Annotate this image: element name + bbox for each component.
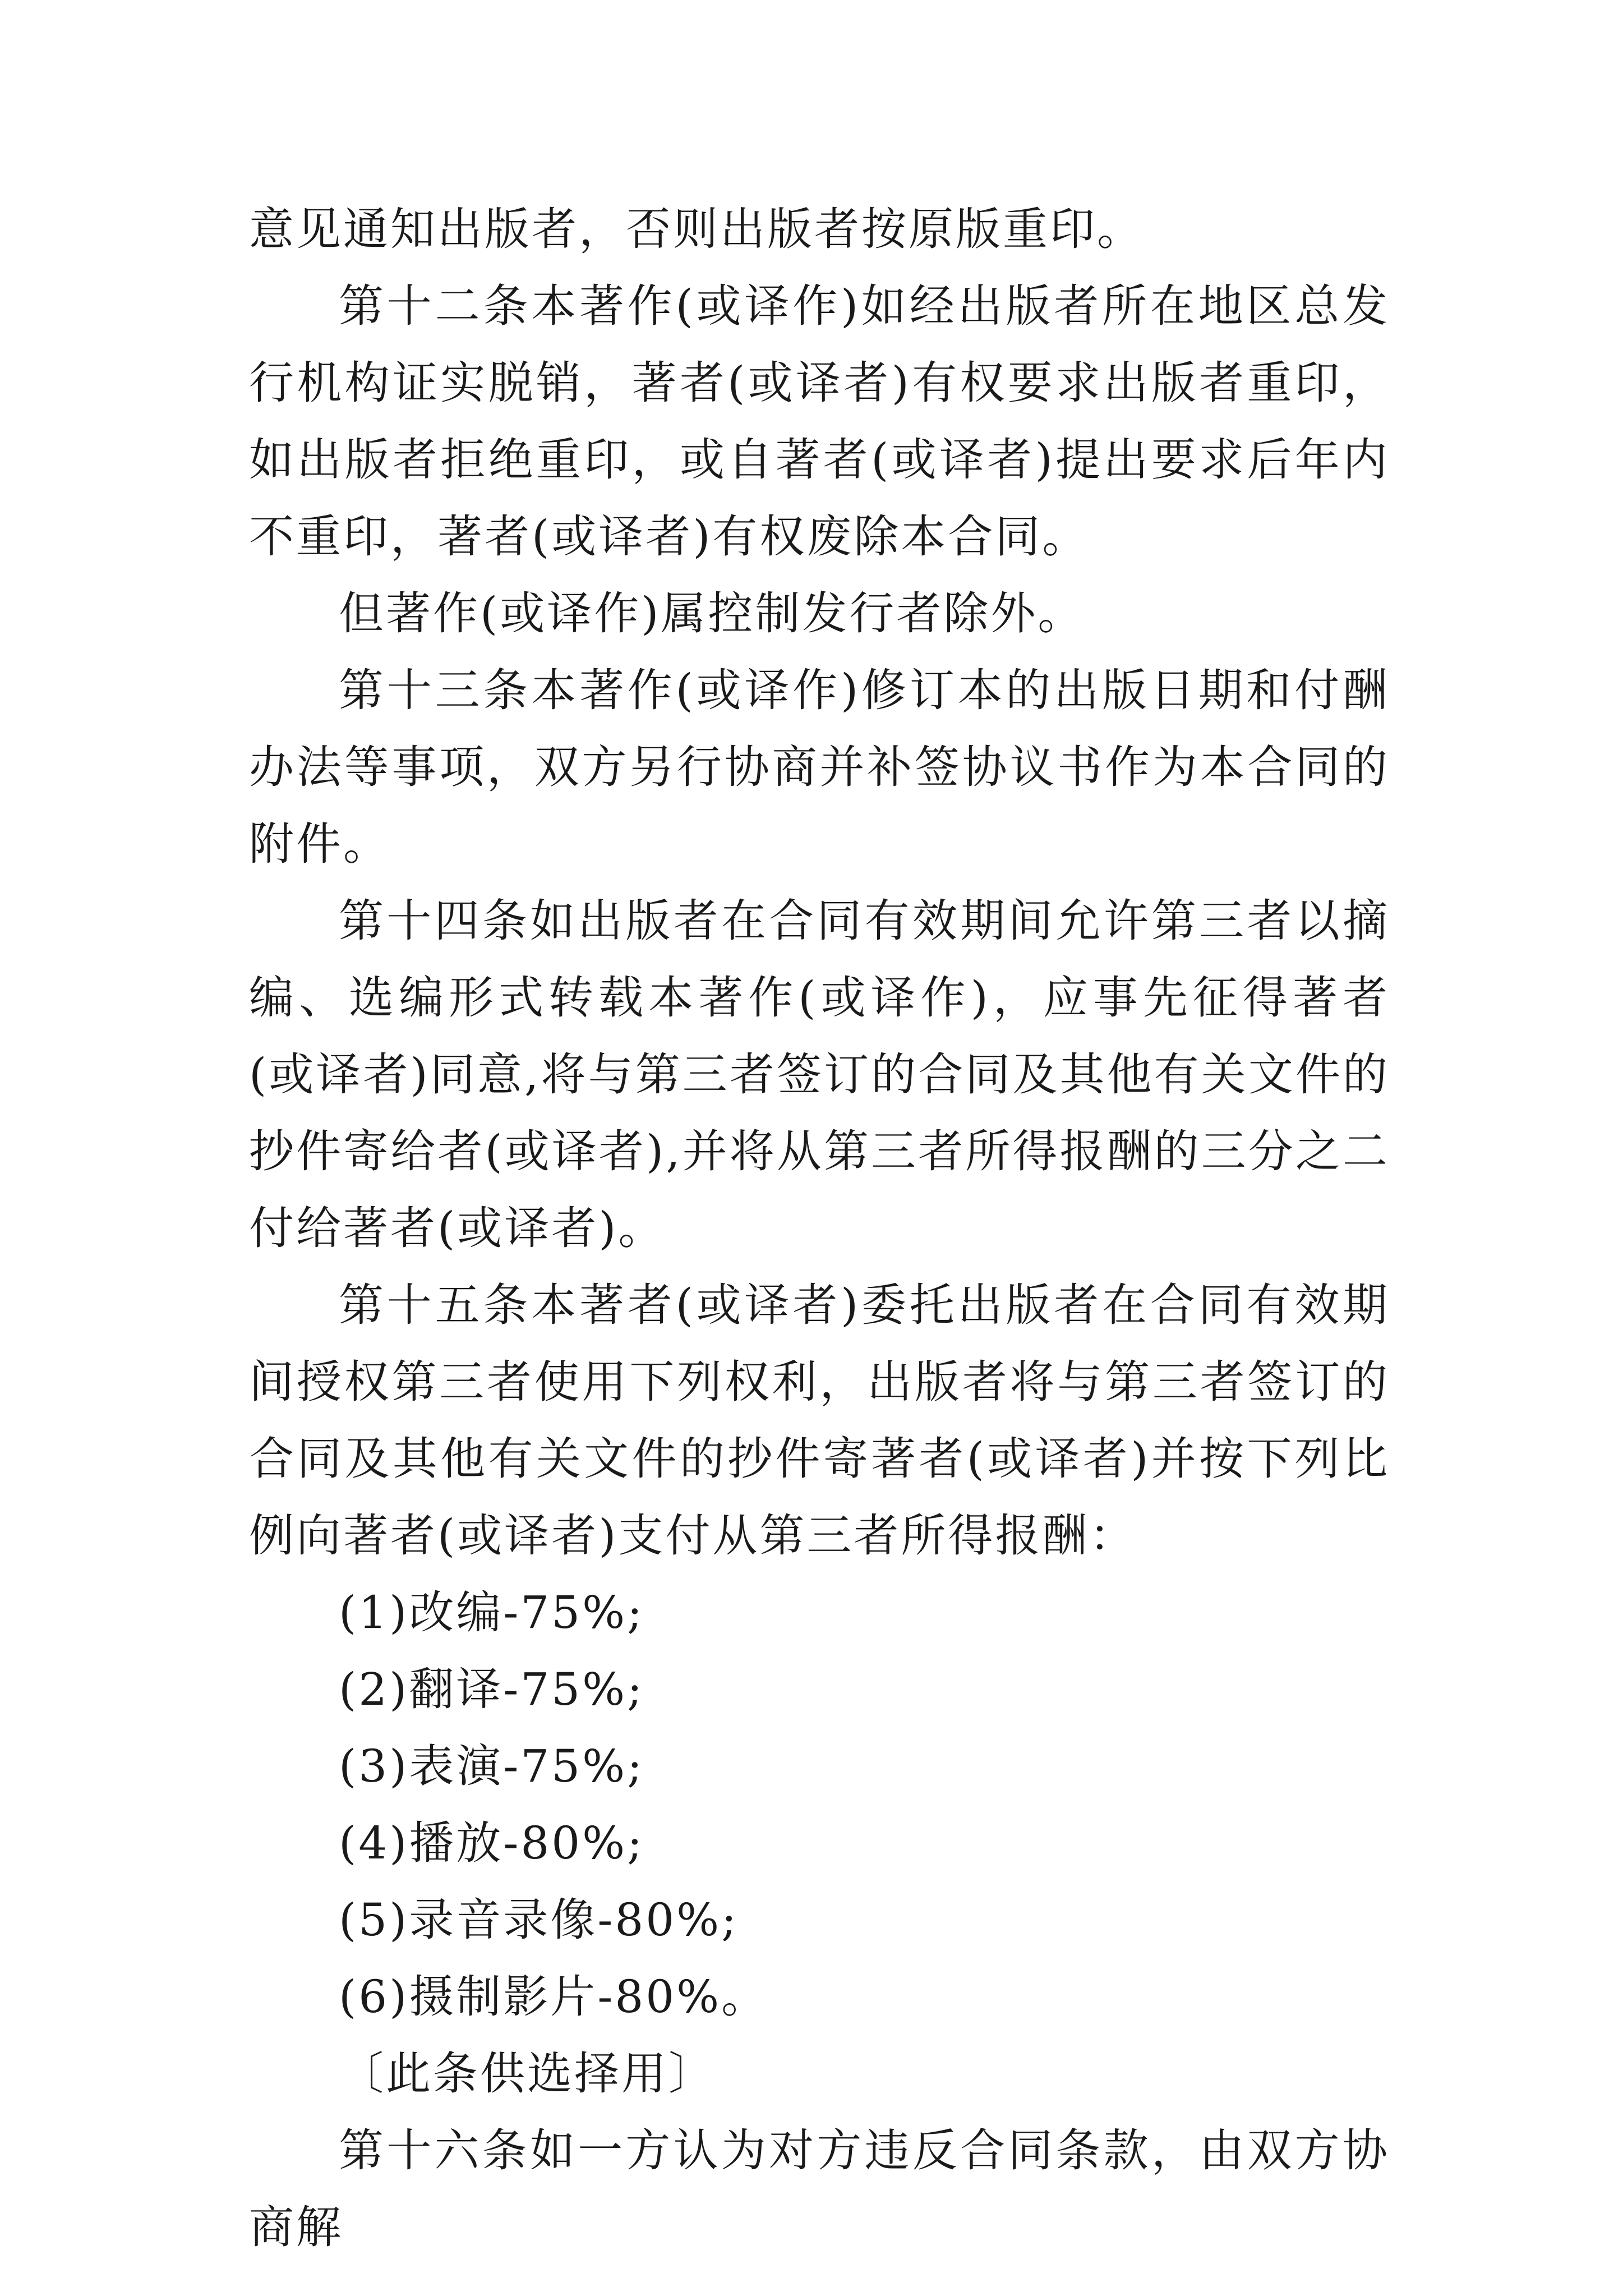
paragraph-article-13: 第十三条本著作(或译作)修订本的出版日期和付酬办法等事项，双方另行协商并补签协议书作为本合同的附件。 bbox=[249, 664, 1390, 870]
list-item-broadcast: (4)播放-80%; bbox=[339, 1817, 645, 1869]
paragraph-article-16: 第十六条如一方认为对方违反合同条款，由双方协商解 bbox=[249, 2124, 1390, 2253]
paragraph-article-12: 第十二条本著作(或译作)如经出版者所在地区总发行机构证实脱销，著者(或译者)有权要求出版者重印，如出版者拒绝重印，或自著者(或译者)提出要求后年内不重印，著者(或译者)有权废除本合同。 bbox=[249, 280, 1390, 563]
list-item-adaptation: (1)改编-75%; bbox=[339, 1586, 645, 1639]
list-item-recording: (5)录音录像-80%; bbox=[339, 1894, 739, 1946]
document-body bbox=[249, 191, 1390, 2266]
paragraph-continuation: 意见通知出版者，否则出版者按原版重印。 bbox=[249, 203, 1144, 255]
list-item-performance: (3)表演-75%; bbox=[339, 1740, 645, 1792]
paragraph-exception: 但著作(或译作)属控制发行者除外。 bbox=[339, 587, 1085, 639]
optional-note: 〔此条供选择用〕 bbox=[339, 2047, 716, 2100]
paragraph-article-15: 第十五条本著者(或译者)委托出版者在合同有效期间授权第三者使用下列权利，出版者将与第三者签订的合同及其他有关文件的抄件寄著者(或译者)并按下列比例向著者(或译者)支付从第三者所得报酬： bbox=[249, 1279, 1390, 1562]
list-item-film: (6)摄制影片-80%。 bbox=[339, 1971, 769, 2023]
paragraph-article-14: 第十四条如出版者在合同有效期间允许第三者以摘编、选编形式转载本著作(或译作)，应事先征得著者(或译者)同意,将与第三者签订的合同及其他有关文件的抄件寄给者(或译者),并将从第三者所得报酬的三分之二付给著者(或译者)。 bbox=[249, 895, 1390, 1254]
list-item-translation: (2)翻译-75%; bbox=[339, 1663, 645, 1715]
